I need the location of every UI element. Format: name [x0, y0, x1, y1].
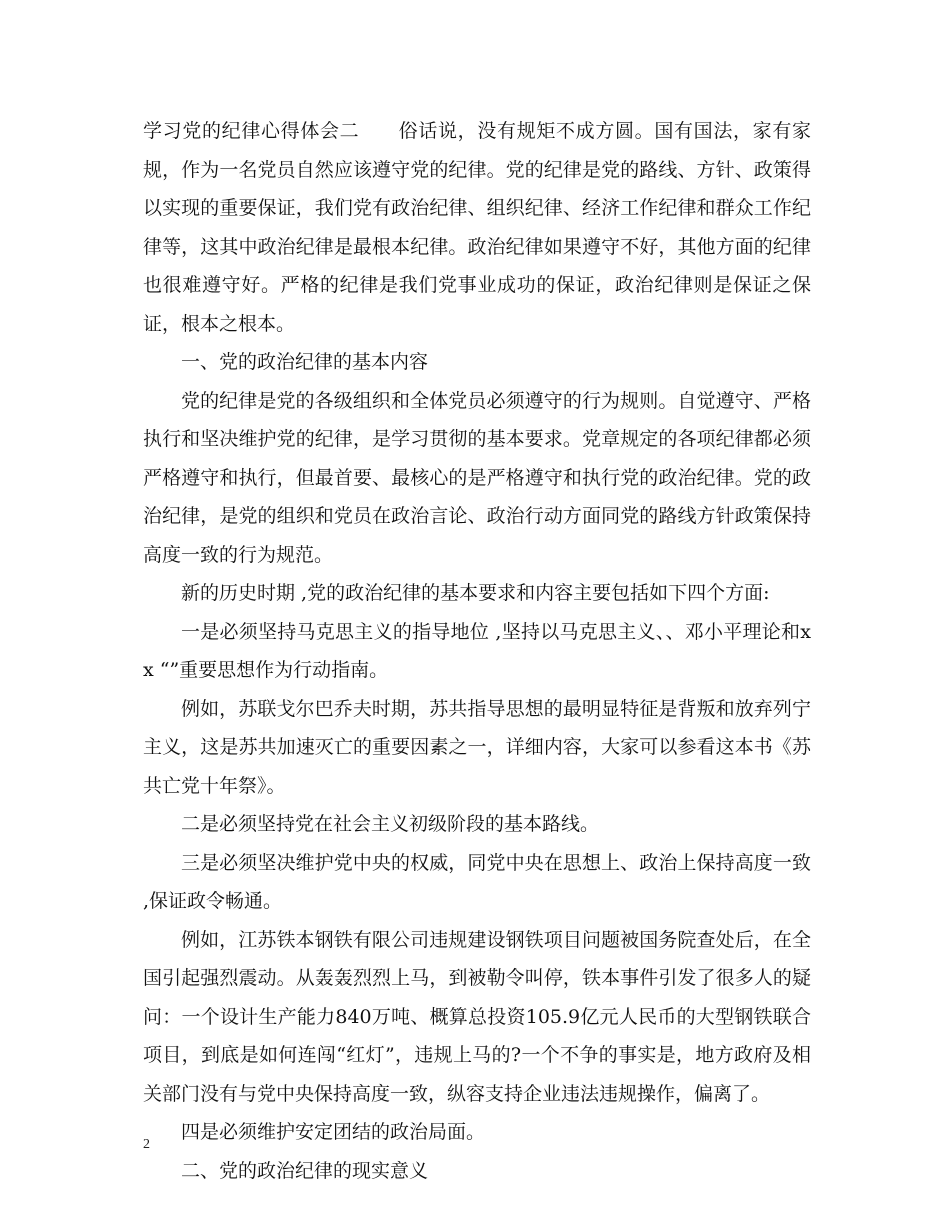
list-item-paragraph: 一是必须坚持马克思主义的指导地位 ,坚持以马克思主义、、邓小平理论和xx “”重要思想作为行动指南。	[143, 620, 811, 681]
document-body	[143, 112, 811, 1190]
example-paragraph: 例如，苏联戈尔巴乔夫时期，苏共指导思想的最明显特征是背叛和放弃列宁主义，这是苏共加速灭亡的重要因素之一，详细内容，大家可以参看这本书《苏共亡党十年祭》。	[143, 697, 811, 797]
list-item-paragraph: 三是必须坚决维护党中央的权威，同党中央在思想上、政治上保持高度一致 ,保证政令畅通。	[143, 851, 811, 912]
example-paragraph: 例如，江苏铁本钢铁有限公司违规建设钢铁项目问题被国务院查处后，在全国引起强烈震动。从轰轰烈烈上马，到被勒令叫停，铁本事件引发了很多人的疑问：一个设计生产能力840万吨、概算总投资105.9亿元人民币的大型钢铁联合项目，到底是如何连闯“红灯”，违规上马的?一个不争的事实是，地方政府及相关部门没有与党中央保持高度一致，纵容支持企业违法违规操作，偏离了。	[143, 928, 811, 1105]
list-item-paragraph: 四是必须维护安定团结的政治局面。	[181, 1121, 486, 1143]
opening-paragraph: 学习党的纪律心得体会二 俗话说，没有规矩不成方圆。国有国法，家有家规，作为一名党员自然应该遵守党的纪律。党的纪律是党的路线、方针、政策得以实现的重要保证，我们党有政治纪律、组织纪律、经济工作纪律和群众工作纪律等，这其中政治纪律是最根本纪律。政治纪律如果遵守不好，其他方面的纪律也很难遵守好。严格的纪律是我们党事业成功的保证，政治纪律则是保证之保证，根本之根本。	[143, 120, 811, 335]
body-paragraph: 党的纪律是党的各级组织和全体党员必须遵守的行为规则。自觉遵守、严格执行和坚决维护党的纪律，是学习贯彻的基本要求。党章规定的各项纪律都必须严格遵守和执行，但最首要、最核心的是严格遵守和执行党的政治纪律。党的政治纪律，是党的组织和党员在政治言论、政治行动方面同党的路线方针政策保持高度一致的行为规范。	[143, 389, 811, 566]
list-item-paragraph: 二是必须坚持党在社会主义初级阶段的基本路线。	[181, 813, 600, 835]
body-paragraph: 新的历史时期 ,党的政治纪律的基本要求和内容主要包括如下四个方面:	[181, 582, 770, 604]
section-heading-1: 一、党的政治纪律的基本内容	[181, 351, 429, 373]
section-heading-2: 二、党的政治纪律的现实意义	[181, 1159, 429, 1182]
page-number: 2	[143, 1137, 150, 1152]
